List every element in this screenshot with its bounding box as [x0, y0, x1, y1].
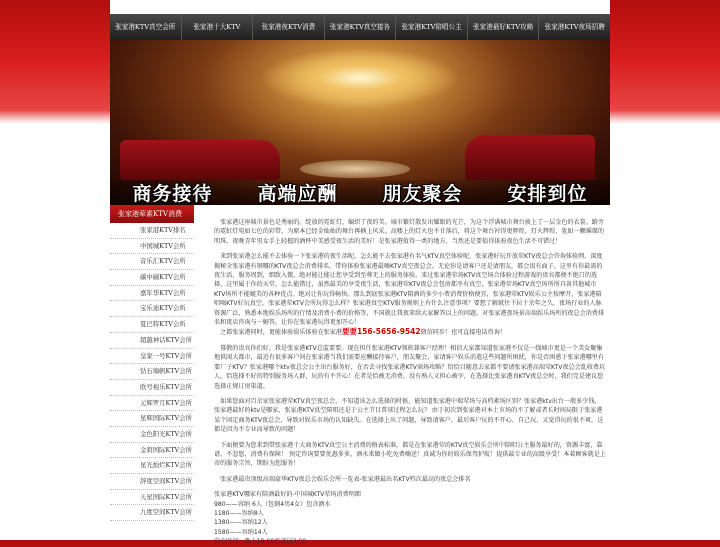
slogan-arrange: 安排到位 [507, 183, 588, 205]
sidebar-item[interactable]: 超越神话KTV会所 [110, 333, 194, 349]
slogan-bar [110, 180, 610, 205]
sidebar-item[interactable]: 欧号视乐KTV会所 [110, 380, 194, 396]
slogan-party: 朋友聚会 [382, 183, 463, 205]
sidebar-item[interactable]: 星光灿烂KTV会所 [110, 458, 194, 474]
choice-paragraph: 如果您面对百余家张家港荤KTV真空夜总会，不知道该怎么选择的时候，能知道张家港中瑞荤场与高档素场区别？张家港ktv出台一般多少钱，张家港最好的ktv是哪家，张家港KTV真空陪唱还是于公主节目普球过程怎么玩？ 由于初次到张家港对本土市场的不了解或者长时间局限于张家港某个固定商务KTV夜总会，导致对娱乐市场的认知缺失。在选择上出了问题，导致请客户，最后客户玩的不开心，自己玩，又觉得玩的很不爽，这都是因为不专业而导致的问题！ [214, 397, 604, 434]
list-title: 张家港最贵顶级高端豪华KTV夜总会娱乐会所一览表-张家港最出名KTV档次最高的夜总会排名 [220, 475, 471, 483]
contact-phone[interactable]: 要要156-5656-9542 [341, 327, 421, 337]
sidebar-item[interactable]: 嘉年华KTV会所 [110, 286, 194, 302]
sidebar-item[interactable]: 元辉罗月KTV会所 [110, 396, 194, 412]
sidebar-item[interactable]: 星辉国际KTV会所 [110, 411, 194, 427]
sidebar-item[interactable]: 辞度空间KTV会所 [110, 474, 194, 490]
sidebar-item[interactable]: 张家港KTV排名 [110, 223, 194, 239]
sofa-left-decor [120, 140, 280, 180]
sidebar-item[interactable]: 钻石墙帆KTV会所 [110, 364, 194, 380]
business-hours: 营业时间：晚上19:00至凌晨3:00 [214, 538, 307, 546]
sidebar-item[interactable]: 九度空间KTV会所 [110, 505, 194, 521]
slogan-entertain: 高端应酬 [257, 183, 338, 205]
ceiling-light-decor [260, 48, 460, 108]
nav-item-escort[interactable]: 张家港KTV陪唱公主 [396, 14, 468, 40]
sidebar-list [110, 223, 194, 521]
sidebar-item[interactable]: 金色阳光KTV会所 [110, 427, 194, 443]
price-row: 1180——容纳8人 [214, 509, 264, 517]
price-block [214, 490, 606, 546]
hero-banner [110, 40, 610, 205]
main-content [214, 218, 606, 547]
top-nav [110, 14, 610, 40]
contact-prefix: 之都张家港同时，更能体验娱乐体验在张家港 [220, 329, 342, 337]
contact-suffix: 微信同步！也可直接电话咨询！ [420, 329, 506, 337]
price-title: 张家港KTV哪家有陪酒最好的-中国城KTV荤场消费明细 [214, 491, 361, 499]
contact-line [214, 327, 606, 337]
nav-item-top-ten[interactable]: 张家港十大KTV [182, 14, 254, 40]
sidebar [110, 205, 194, 521]
nightlife-paragraph: 来到张家港怎么能不去体验一下张家港的夜生活呢。怎么能不去张家港有名气KTV真空体验呢。张家港好玩开放荤KTV夜总会咨询体验网。深度揭秘全张家港有钢哪的KTV夜总会消费排名，带你体验张家港最嗨KTV真空夜总会。无论你是请客户还是请朋友，都会很有面子。这里有你最需的夜生活，服务周到，细致入微，绝对能让能让您享受到至尊无上的服务体验。来过张家港荤场KTV真空场合体验过程游戏的贵宾都便不绝口的选择，这里属于你的天堂，怎么能错过，虽然最美的享受夜生活，张家港荤KTV夜总会包房都坐有真空，张家港荤场KTV真空场所所具备其他城市KTV场所不能媲美的各种优点。绝对让你玩得畅快。那么到底张家港KTV陪酒的多少小费消费价格便宜，张家港荤KTV娱乐公主按摩开，张家港陪唱喝KTV好玩真空，张家港荤KTV会所玩得怎么样？张家港真空KTV服务规则上有什么注意事项？要想了解就往下拉十余年之久。夜场行业的人脉资源广泛，熟悉本地娱乐场所的行情及消费小费的价格等，不国就让我夜来给大家解答以上的问题。对张家港夜场景高端娱乐场所的夜总会消费排名和夜店咨询与一解答。让你在张家港玩得更加开心！ [214, 253, 604, 327]
sidebar-item[interactable]: 宝乐迪KTV会所 [110, 301, 194, 317]
price-row: 1380——容纳12人 [214, 519, 268, 527]
nav-item-vacuum-pickup[interactable]: 张家港KTV真空接各 [325, 14, 397, 40]
manager-paragraph: 幕敬的贵宾你们好，我是张家港KTV总监要要。现在担任张家港KTV领班兼客户经理！相信大家都知道张家港不仅是一线城市更是一个美女聚集地供闲大都市，最近有很多客户问在张家港当我们需要应酬接待客户，朋友聚会，家请客户娱乐消遣这些问题所困扰，你是否困惑于张家港哪里有要厂子KTV？张家港哪个ktv夜总会公主出台服务好，在否丢寻找张家港KTV商场攻略？恰恰目随意去家都不要请张家港高端荤KTV夜总会乱收费坑人，恰选择不好的特别服务场人群，玩的有不开心！在者是恰被无消费，没有熟人又担心被宰，在选择比张家港真KTV夜总会时，我们完是建议您选择正规订房渠道。 [214, 344, 606, 390]
price-row: 980——容纳 6人（包钢4男4女）包含酒水 [214, 500, 331, 508]
intro-paragraph: 张家港这座城市景色是秀丽的。绽放的霓虹灯，编织了夜的美。城市繁灯散发出耀眼的光芒，为这个浮满城市舞台披上了一层金色的衣裳。路旁的霓虹灯宛如七色的彩带，为原本已经金灿灿的舞台再横上风采。高楼上的灯火也不甘落后，将这个舞台衬得更辉煌，灯火辉煌，犹如一颗璀璨的明珠。夜晚青年男女手上轻握的酒杯中美感受夜生活的美好！是张家港值得一类的地方。当然还是要值得体验夜色生活不可错过！ [214, 219, 604, 245]
sidebar-item[interactable]: 天星国际KTV会所 [110, 490, 194, 506]
nav-item-vacuum-club[interactable]: 张家港KTV真空会所 [110, 14, 182, 40]
sidebar-item[interactable]: 碳中碳KTV会所 [110, 270, 194, 286]
sidebar-item[interactable]: 金碧国际KTV会所 [110, 443, 194, 459]
price-row: 1580——容纳14人 [214, 528, 268, 536]
nav-item-guide[interactable]: 张家港最好KTV攻略 [468, 14, 540, 40]
service-paragraph: 下面便要为您来到带张家港十大商务KTV真空公主消费的格表标准，都是在张家港荤的KTV真空娱乐会所中陪唱公主服务最好的，资源丰富，靠谱，不忽悠，消费有保障！ 预定咨询要要优惠多多，酒水来做小吃免费嗨送！真诚为你的娱乐保驾护航！提供最专业的高级享受！本着顾客就是上帝的服务宗旨，期盼为您服务！ [214, 441, 606, 468]
nav-item-consumption[interactable]: 张家港夜KTV消费 [253, 14, 325, 40]
table-decor [300, 160, 410, 178]
nav-item-recruit[interactable]: 张家港KTV夜场招聘 [544, 23, 605, 31]
sidebar-item[interactable]: 音乐汇KTV会所 [110, 254, 194, 270]
sidebar-item[interactable]: 中国城KTV会所 [110, 239, 194, 255]
sidebar-item[interactable]: 夏巴特KTV会所 [110, 317, 194, 333]
slogan-business: 商务接待 [132, 183, 213, 205]
sidebar-title: 张家港荤素KTV消费 [110, 205, 194, 223]
sofa-right-decor [465, 135, 595, 180]
sidebar-item[interactable]: 皇家一号KTV会所 [110, 349, 194, 365]
